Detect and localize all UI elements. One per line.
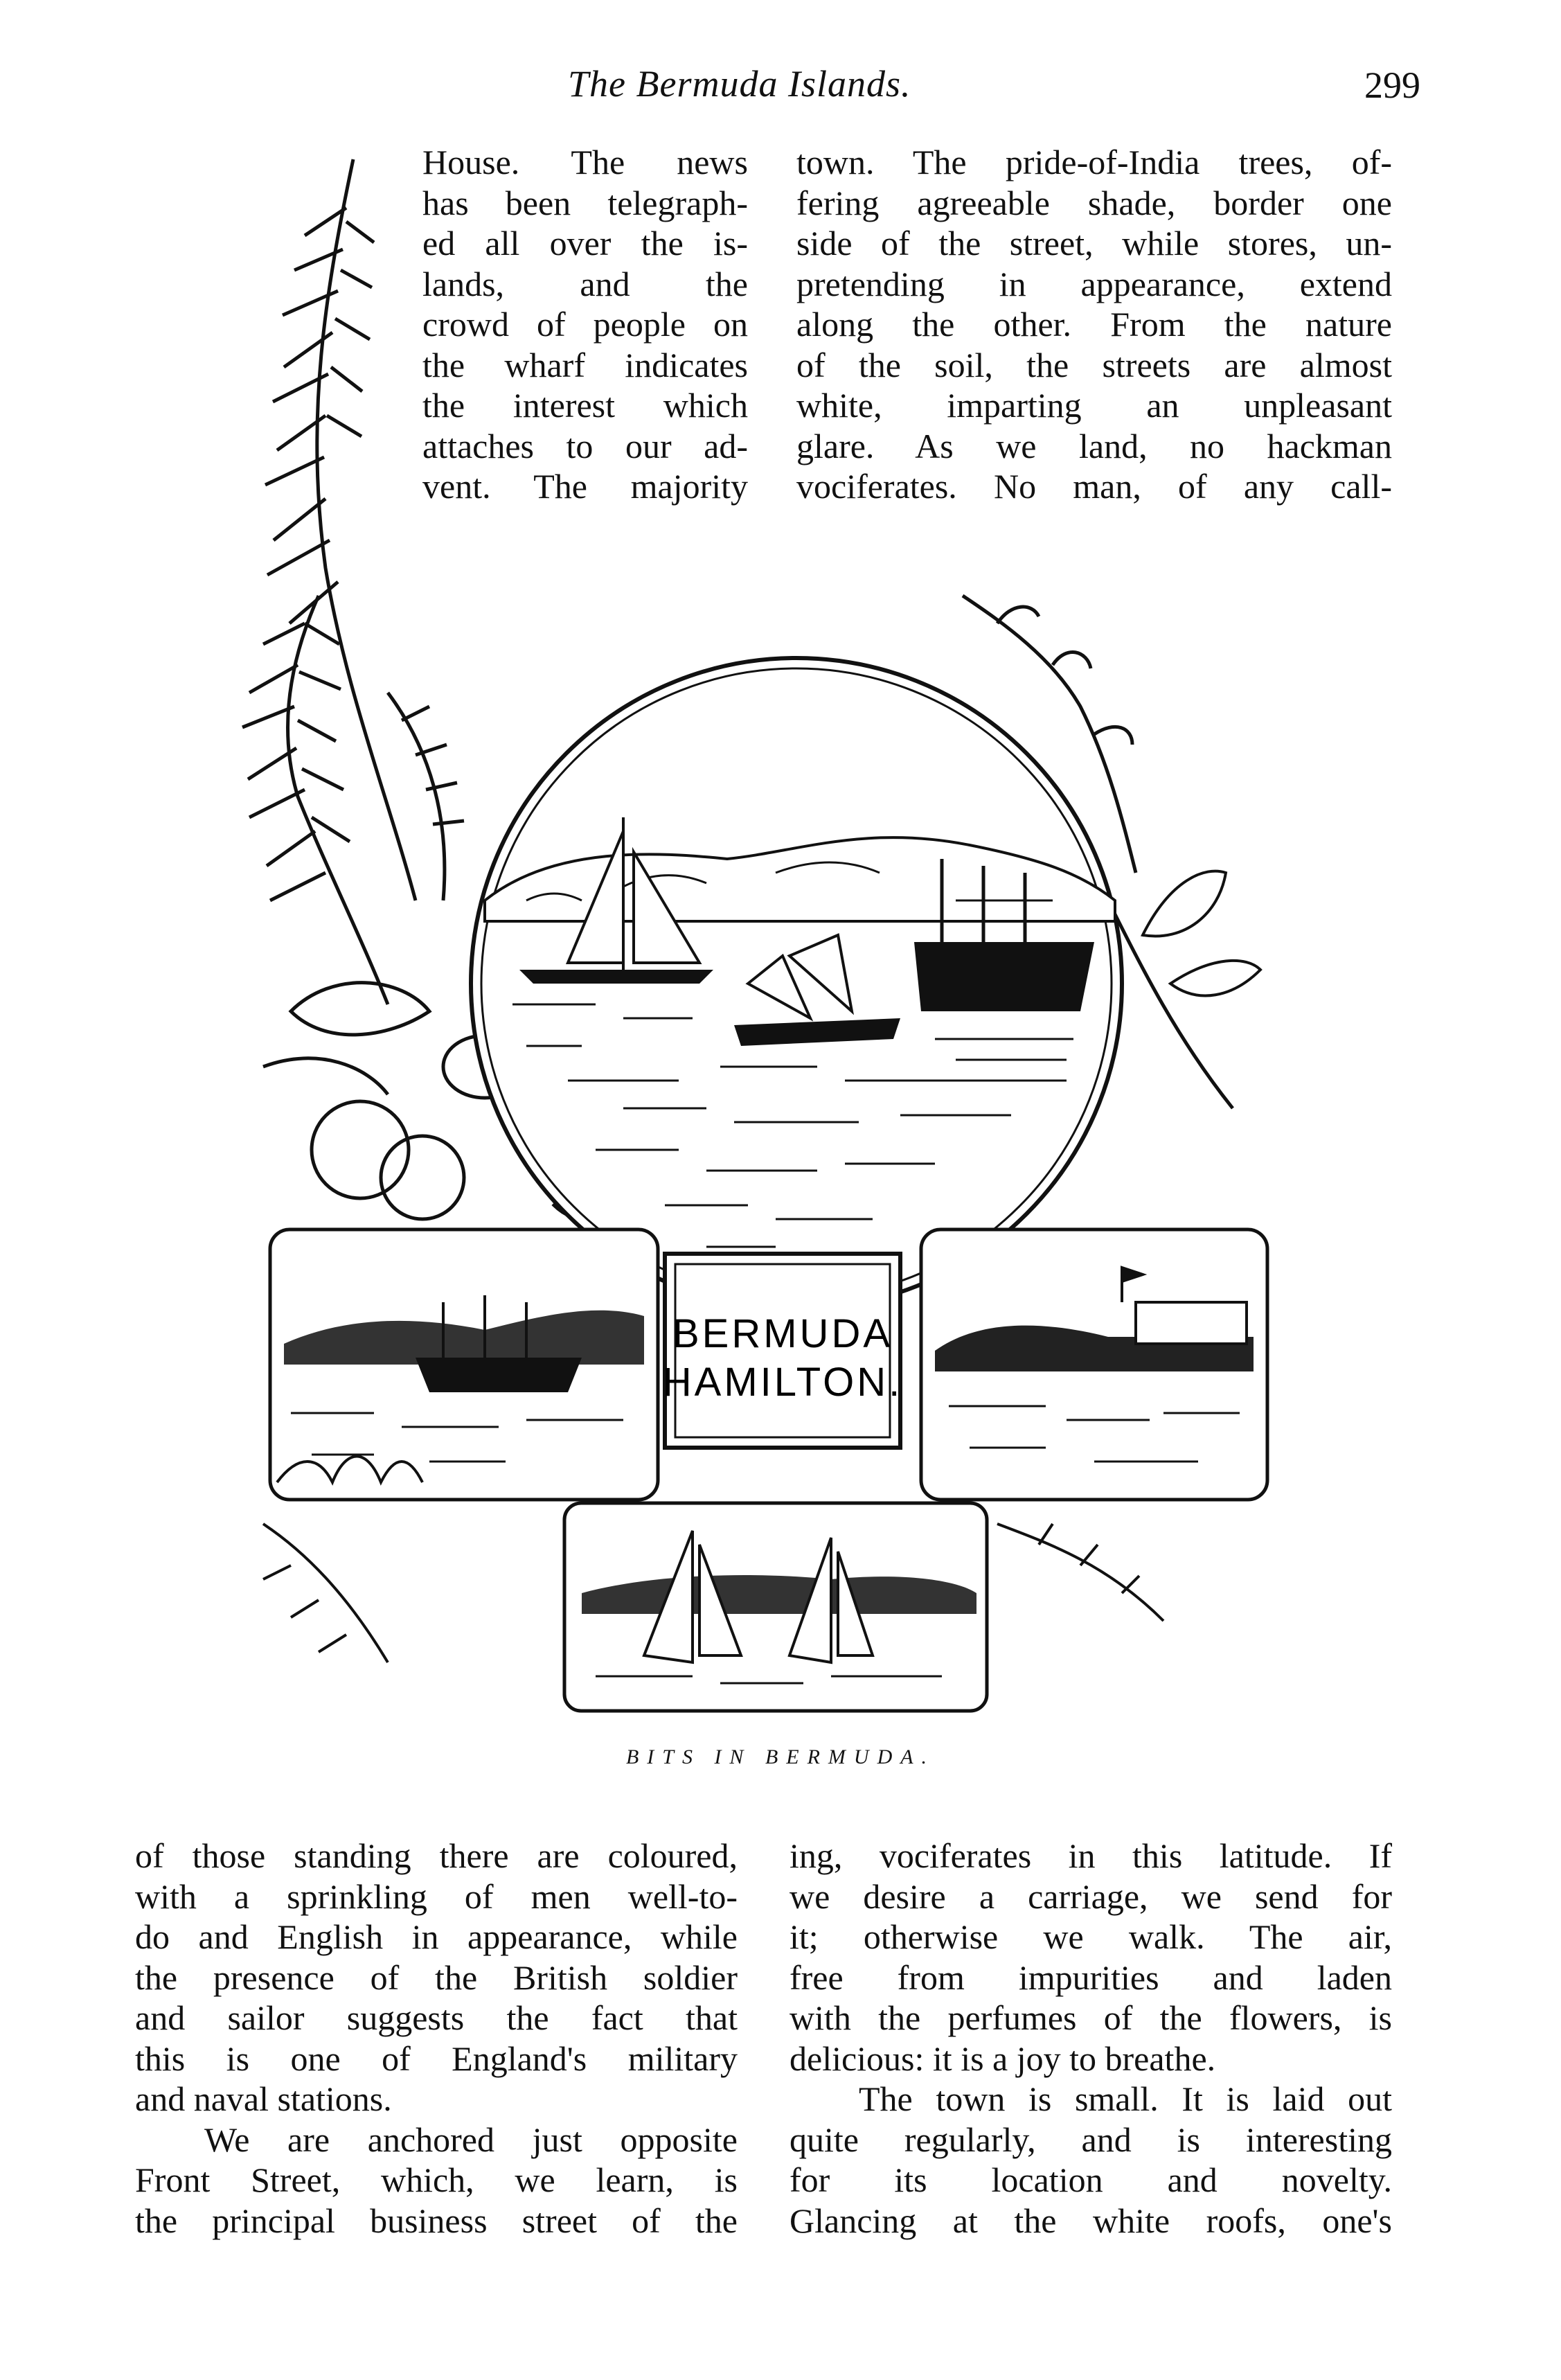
text-line: lands, and the (422, 264, 748, 303)
right-harbour-panel (921, 1229, 1267, 1500)
bermuda-hamilton-sign (663, 1254, 902, 1448)
text-line: of the soil, the streets are almost (796, 345, 1392, 384)
running-title: The Bermuda Islands. (568, 63, 911, 105)
bottom-left-column (135, 1836, 738, 2241)
text-line: has been telegraph- (422, 183, 748, 222)
text-line: it; otherwise we walk. The air, (790, 1917, 1392, 1956)
text-line: do and English in appearance, while (135, 1917, 738, 1956)
text-line: pretending in appearance, extend (796, 264, 1392, 303)
text-line: this is one of England's military (135, 2039, 738, 2078)
bottom-sailboats-panel (564, 1503, 987, 1711)
text-line: House. The news (422, 143, 748, 181)
text-line: glare. As we land, no hackman (796, 426, 1392, 465)
text-line: with the perfumes of the flowers, is (790, 1998, 1392, 2037)
text-line: fering agreeable shade, border one (796, 183, 1392, 222)
text-line: vent. The majority (422, 467, 748, 506)
left-harbour-panel (270, 1229, 658, 1500)
sign-line-hamilton: HAMILTON. (662, 1360, 903, 1405)
text-line: We are anchored just opposite (204, 2120, 738, 2159)
text-line: delicious: it is a joy to breathe. (790, 2039, 1216, 2078)
text-line: along the other. From the nature (796, 305, 1392, 344)
text-line: and naval stations. (135, 2079, 392, 2118)
text-line: of those standing there are coloured, (135, 1836, 738, 1875)
harbour-vignette (471, 658, 1122, 1309)
text-line: the presence of the British soldier (135, 1957, 738, 1997)
left-foliage-decoration (242, 159, 464, 1004)
text-line: ed all over the is- (422, 224, 748, 263)
text-line: side of the street, while stores, un- (796, 224, 1392, 263)
sign-line-bermuda: BERMUDA (672, 1311, 893, 1356)
text-line: attaches to our ad- (422, 426, 748, 465)
text-line: ing, vociferates in this latitude. If (790, 1836, 1392, 1875)
text-line: with a sprinkling of men well-to- (135, 1876, 738, 1916)
text-line: crowd of people on (422, 305, 748, 344)
text-line: Front Street, which, we learn, is (135, 2160, 738, 2199)
page-number: 299 (1364, 64, 1420, 106)
text-line: the interest which (422, 386, 748, 425)
text-line: vociferates. No man, of any call- (796, 467, 1392, 506)
text-line: for its location and novelty. (790, 2160, 1392, 2199)
text-line: The town is small. It is laid out (859, 2079, 1392, 2118)
bottom-right-column (790, 1836, 1392, 2241)
text-line: we desire a carriage, we send for (790, 1876, 1392, 1916)
text-line: town. The pride-of-India trees, of- (796, 143, 1392, 181)
text-line: the principal business street of the (135, 2201, 738, 2240)
text-line: Glancing at the white roofs, one's (790, 2201, 1392, 2240)
text-line: and sailor suggests the fact that (135, 1998, 738, 2037)
text-line: free from impurities and laden (790, 1957, 1392, 1997)
illustration-caption: BITS IN BERMUDA. (625, 1746, 936, 1768)
text-line: quite regularly, and is interesting (790, 2120, 1392, 2159)
text-line: the wharf indicates (422, 345, 748, 384)
text-line: white, imparting an unpleasant (796, 386, 1392, 425)
